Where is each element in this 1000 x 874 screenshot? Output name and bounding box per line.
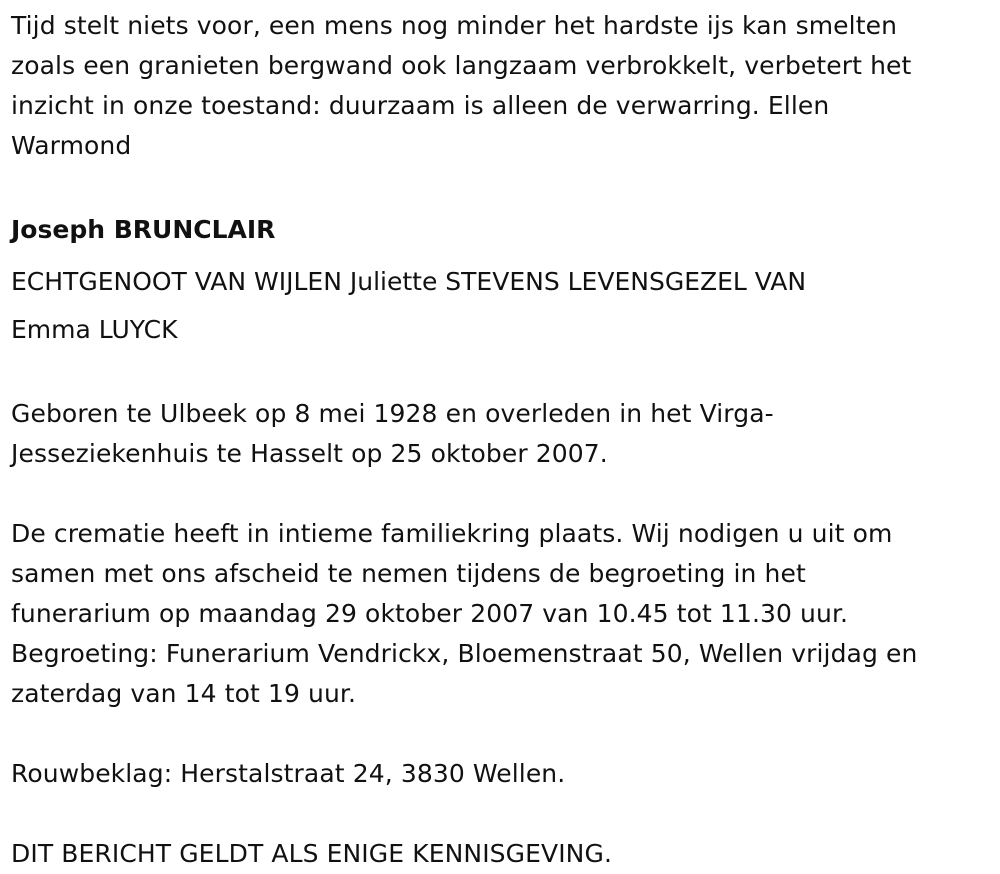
ceremony-line: samen met ons afscheid te nemen tijdens de begroeting in het — [11, 559, 806, 588]
birth-death-line: Jesseziekenhuis te Hasselt op 25 oktober 2007. — [11, 439, 608, 468]
spacer — [11, 474, 986, 514]
deceased-name: Joseph BRUNCLAIR — [11, 215, 276, 244]
official-notice: DIT BERICHT GELDT ALS ENIGE KENNISGEVING. — [11, 839, 612, 868]
quote-line: zoals een granieten bergwand ook langzaam verbrokkelt, verbetert het — [11, 51, 912, 80]
quote-paragraph — [11, 6, 986, 166]
relation-line: Emma LUYCK — [11, 315, 178, 344]
birth-death-paragraph — [11, 394, 986, 474]
ceremony-paragraph — [11, 514, 986, 714]
relation-paragraph — [11, 258, 986, 354]
obituary-document — [11, 6, 986, 874]
quote-line: Warmond — [11, 131, 132, 160]
spacer — [11, 714, 986, 754]
ceremony-line: De crematie heeft in intieme familiekring plaats. Wij nodigen u uit om — [11, 519, 893, 548]
spacer — [11, 166, 986, 206]
condolences-address: Rouwbeklag: Herstalstraat 24, 3830 Wellen. — [11, 759, 566, 788]
ceremony-line: Begroeting: Funerarium Vendrickx, Bloemenstraat 50, Wellen vrijdag en — [11, 639, 918, 668]
spacer — [11, 354, 986, 394]
ceremony-line: funerarium op maandag 29 oktober 2007 van 10.45 tot 11.30 uur. — [11, 599, 849, 628]
quote-line: inzicht in onze toestand: duurzaam is alleen de verwarring. Ellen — [11, 91, 830, 120]
birth-death-line: Geboren te Ulbeek op 8 mei 1928 en overleden in het Virga- — [11, 399, 774, 428]
ceremony-line: zaterdag van 14 tot 19 uur. — [11, 679, 357, 708]
relation-line: ECHTGENOOT VAN WIJLEN Juliette STEVENS LEVENSGEZEL VAN — [11, 267, 807, 296]
spacer — [11, 794, 986, 834]
quote-line: Tijd stelt niets voor, een mens nog minder het hardste ijs kan smelten — [11, 11, 898, 40]
